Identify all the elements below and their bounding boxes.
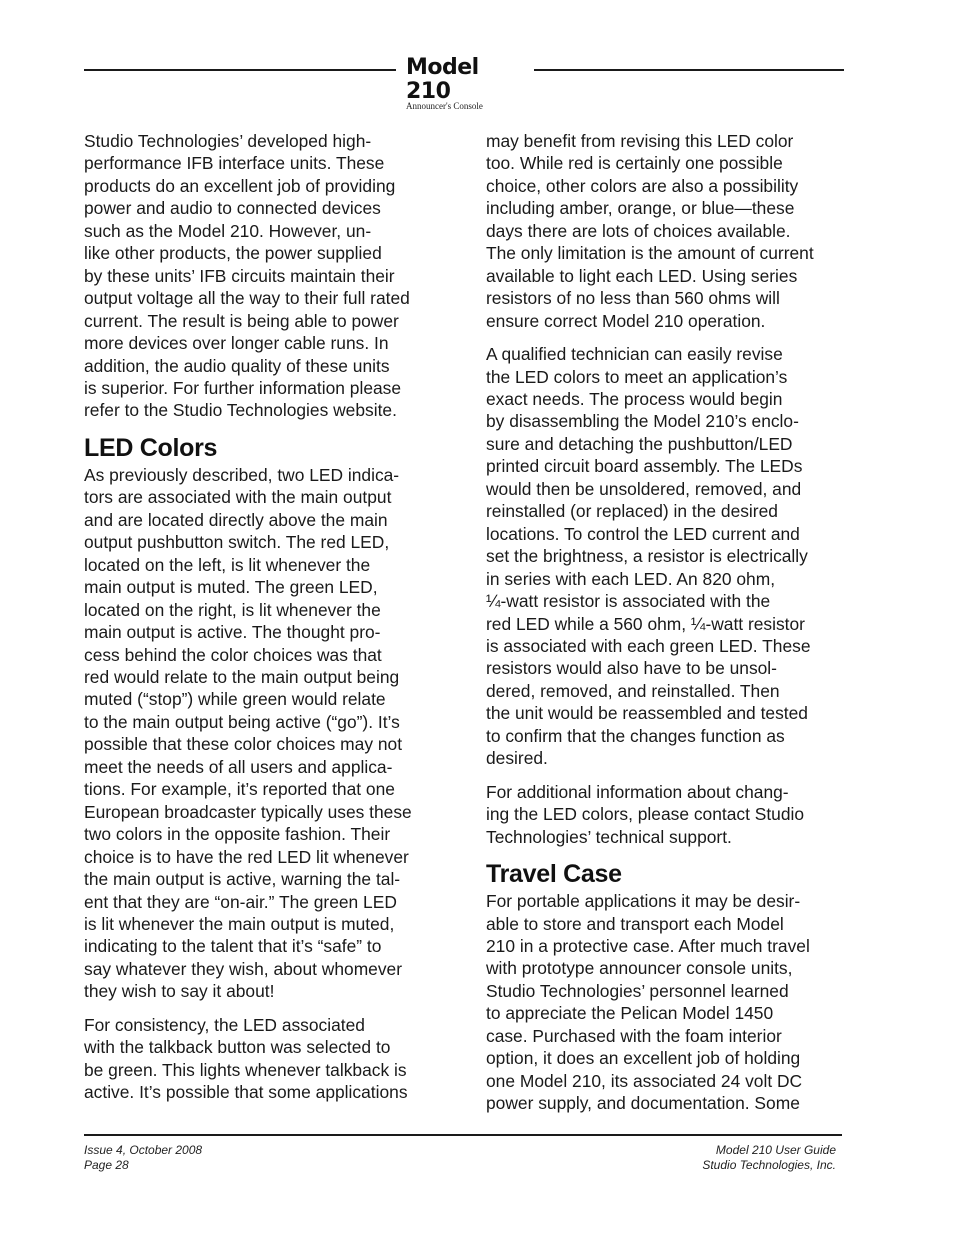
text-line: days there are lots of choices available. (486, 220, 791, 241)
text-line: printed circuit board assembly. The LEDs (486, 456, 803, 477)
text-line: in series with each LED. An 820 ohm, (486, 568, 776, 589)
text-line: The only limitation is the amount of current (486, 243, 814, 264)
text-line: choice, other colors are also a possibility (486, 175, 799, 196)
text-line: Studio Technologies’ personnel learned (486, 980, 789, 1001)
text-line: dered, removed, and reinstalled. Then (486, 680, 780, 701)
text-line: the main output is active, warning the tal- (84, 869, 401, 890)
text-line: by disassembling the Model 210’s enclo- (486, 411, 799, 432)
text-line: Studio Technologies’ developed high- (84, 131, 372, 151)
text-line: to confirm that the changes function as (486, 725, 785, 746)
travel-case-heading: Travel Case (486, 860, 622, 889)
text-line: main output is muted. The green LED, (84, 577, 378, 598)
technician-paragraph (486, 343, 846, 770)
right-column (486, 130, 846, 1126)
footer-left (84, 1143, 202, 1173)
text-line: current. The result is being able to power (84, 310, 399, 331)
text-line: is lit whenever the main output is muted, (84, 913, 395, 934)
footer-guide-title: Model 210 User Guide (715, 1143, 836, 1157)
text-line: addition, the audio quality of these units (84, 355, 390, 376)
text-line: resistors of no less than 560 ohms will (486, 288, 780, 309)
led-paragraph-1 (84, 464, 444, 1003)
text-line: ¼-watt resistor is associated with the (486, 591, 771, 612)
header-logo (406, 56, 526, 111)
text-line: including amber, orange, or blue—these (486, 198, 795, 219)
text-line: Technologies’ technical support. (486, 826, 732, 847)
text-line: available to light each LED. Using series (486, 265, 798, 286)
led-paragraph-2 (84, 1014, 444, 1104)
text-line: output pushbutton switch. The red LED, (84, 532, 390, 553)
text-line: A qualified technician can easily revise (486, 344, 783, 365)
text-line: say whatever they wish, about whomever (84, 958, 403, 979)
left-column (84, 130, 444, 1115)
footer-company: Studio Technologies, Inc. (702, 1158, 836, 1172)
text-line: active. It’s possible that some applications (84, 1082, 408, 1103)
text-line: ensure correct Model 210 operation. (486, 310, 766, 331)
led-colors-heading: LED Colors (84, 433, 218, 462)
text-line: power supply, and documentation. Some (486, 1093, 800, 1114)
text-line: 210 in a protective case. After much travel (486, 935, 810, 956)
text-line: possible that these color choices may not (84, 734, 403, 755)
text-line: choice is to have the red LED lit whenever (84, 846, 409, 867)
text-line: such as the Model 210. However, un- (84, 220, 372, 241)
text-line: ent that they are “on-air.” The green LED (84, 891, 397, 912)
text-line: sure and detaching the pushbutton/LED (486, 433, 793, 454)
text-line: reinstalled (or replaced) in the desired (486, 501, 778, 522)
text-line: would then be unsoldered, removed, and (486, 478, 802, 499)
logo-title: Model 210 (406, 55, 479, 104)
text-line: too. While red is certainly one possible (486, 153, 783, 174)
text-line: they wish to say it about! (84, 981, 275, 1002)
text-line: to the main output being active (“go”). It’s (84, 711, 400, 732)
text-line: resistors would also have to be unsol- (486, 658, 777, 679)
footer-page-number: Page 28 (84, 1158, 129, 1172)
text-line: case. Purchased with the foam interior (486, 1025, 782, 1046)
text-line: and are located directly above the main (84, 509, 388, 530)
text-line: main output is active. The thought pro- (84, 622, 381, 643)
text-line: muted (“stop”) while green would relate (84, 689, 386, 710)
text-line: performance IFB interface units. These (84, 153, 385, 174)
text-line: red LED while a 560 ohm, ¼-watt resistor (486, 613, 805, 634)
text-line: is superior. For further information please (84, 377, 402, 398)
text-line: located on the left, is lit whenever the (84, 554, 371, 575)
text-line: able to store and transport each Model (486, 913, 784, 934)
text-line: output voltage all the way to their full rated (84, 288, 410, 309)
text-line: indicating to the talent that it’s “safe” to (84, 936, 382, 957)
header-rule-right (534, 69, 844, 71)
text-line: red would relate to the main output being (84, 666, 400, 687)
footer-issue: Issue 4, October 2008 (84, 1143, 203, 1157)
text-line: power and audio to connected devices (84, 198, 381, 219)
text-line: For additional information about chang- (486, 781, 789, 802)
text-line: more devices over longer cable runs. In (84, 333, 389, 354)
text-line: tors are associated with the main output (84, 487, 392, 508)
text-line: with prototype announcer console units, (486, 958, 793, 979)
text-line: For portable applications it may be desir- (486, 891, 801, 912)
footer-rule (84, 1134, 842, 1136)
text-line: locations. To control the LED current and (486, 523, 800, 544)
text-line: products do an excellent job of providing (84, 175, 396, 196)
text-line: option, it does an excellent job of holding (486, 1048, 801, 1069)
text-line: with the talkback button was selected to (84, 1037, 391, 1058)
footer-right (702, 1143, 836, 1173)
text-line: European broadcaster typically uses these (84, 801, 412, 822)
text-line: is associated with each green LED. These (486, 635, 811, 656)
text-line: As previously described, two LED indica- (84, 464, 400, 485)
text-line: located on the right, is lit whenever the (84, 599, 381, 620)
text-line: be green. This lights whenever talkback is (84, 1059, 407, 1080)
text-line: For consistency, the LED associated (84, 1014, 365, 1035)
text-line: may benefit from revising this LED color (486, 131, 794, 151)
text-line: one Model 210, its associated 24 volt DC (486, 1070, 803, 1091)
text-line: cess behind the color choices was that (84, 644, 382, 665)
text-line: meet the needs of all users and applica- (84, 756, 393, 777)
text-line: tions. For example, it’s reported that one (84, 779, 395, 800)
text-line: to appreciate the Pelican Model 1450 (486, 1003, 774, 1024)
travel-case-paragraph (486, 890, 846, 1115)
text-line: refer to the Studio Technologies website. (84, 400, 397, 421)
led-color-paragraph (486, 130, 846, 332)
text-line: ing the LED colors, please contact Studio (486, 804, 805, 825)
text-line: like other products, the power supplied (84, 243, 382, 264)
intro-paragraph (84, 130, 444, 422)
text-line: exact needs. The process would begin (486, 388, 783, 409)
text-line: the unit would be reassembled and tested (486, 703, 808, 724)
text-line: two colors in the opposite fashion. Their (84, 824, 391, 845)
header-rule-left (84, 69, 396, 71)
text-line: the LED colors to meet an application’s (486, 366, 788, 387)
text-line: by these units’ IFB circuits maintain their (84, 265, 395, 286)
text-line: desired. (486, 748, 548, 769)
support-paragraph (486, 781, 846, 848)
logo-subtitle: Announcer's Console (406, 101, 483, 111)
text-line: set the brightness, a resistor is electrically (486, 546, 808, 567)
